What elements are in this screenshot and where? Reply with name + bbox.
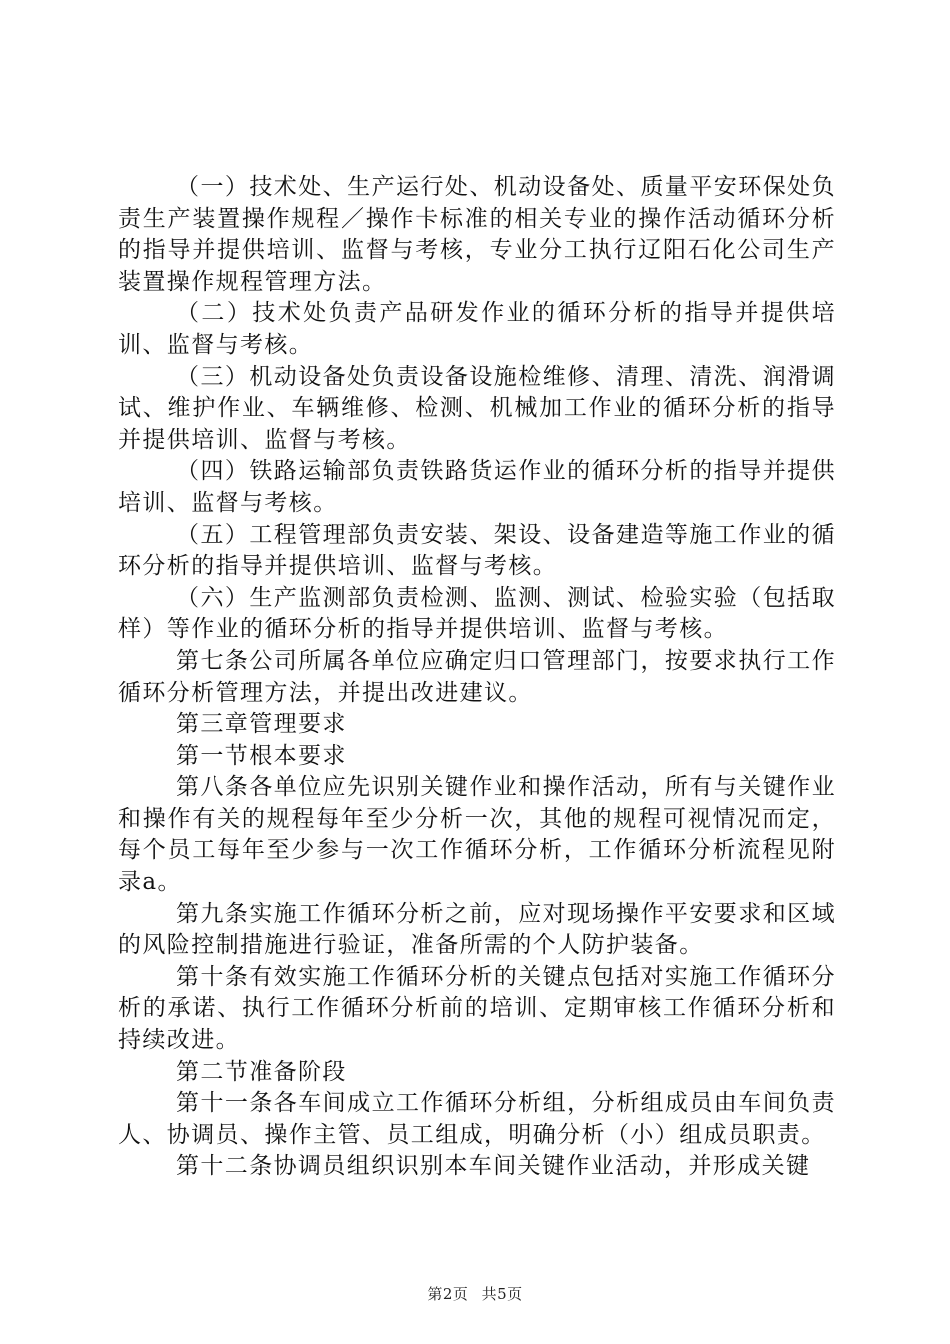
paragraph-clause-2: （二）技术处负责产品研发作业的循环分析的指导并提供培训、监督与考核。 (118, 300, 836, 358)
paragraph-clause-1: （一）技术处、生产运行处、机动设备处、质量平安环保处负责生产装置操作规程／操作卡标准的相关专业的操作活动循环分析的指导并提供培训、监督与考核，专业分工执行辽阳石化公司生产装置操作规程管理方法。 (118, 174, 836, 295)
paragraph-clause-6: （六）生产监测部负责检测、监测、测试、检验实验（包括取样）等作业的循环分析的指导并提供培训、监督与考核。 (118, 584, 836, 643)
paragraph-article-8: 第八条各单位应先识别关键作业和操作活动，所有与关键作业和操作有关的规程每年至少分析一次，其他的规程可视情况而定，每个员工每年至少参与一次工作循环分析，工作循环分析流程见附录a。 (118, 774, 836, 896)
paragraph-article-7: 第七条公司所属各单位应确定归口管理部门，按要求执行工作循环分析管理方法，并提出改进建议。 (118, 647, 836, 706)
page-number: 第2页 (427, 1285, 469, 1303)
paragraph-article-12: 第十二条协调员组织识别本车间关键作业活动，并形成关键 (176, 1153, 811, 1180)
document-body (118, 172, 836, 1183)
chapter-heading: 第三章管理要求 (176, 711, 347, 738)
paragraph-article-9: 第九条实施工作循环分析之前，应对现场操作平安要求和区域的风险控制措施进行验证，准备所需的个人防护装备。 (118, 900, 836, 959)
section-heading-2: 第二节准备阶段 (176, 1058, 347, 1085)
paragraph-article-10: 第十条有效实施工作循环分析的关键点包括对实施工作循环分析的承诺、执行工作循环分析前的培训、定期审核工作循环分析和持续改进。 (118, 963, 836, 1054)
page-total: 共5页 (481, 1285, 523, 1303)
paragraph-clause-5: （五）工程管理部负责安装、架设、设备建造等施工作业的循环分析的指导并提供培训、监督与考核。 (118, 521, 836, 580)
section-heading-1: 第一节根本要求 (176, 742, 347, 769)
paragraph-clause-3: （三）机动设备处负责设备设施检维修、清理、清洗、润滑调试、维护作业、车辆维修、检测、机械加工作业的循环分析的指导并提供培训、监督与考核。 (118, 363, 836, 453)
page-footer (0, 1283, 950, 1304)
paragraph-article-11: 第十一条各车间成立工作循环分析组，分析组成员由车间负责人、协调员、操作主管、员工组成，明确分析（小）组成员职责。 (118, 1090, 836, 1148)
paragraph-clause-4: （四）铁路运输部负责铁路货运作业的循环分析的指导并提供培训、监督与考核。 (118, 458, 836, 516)
